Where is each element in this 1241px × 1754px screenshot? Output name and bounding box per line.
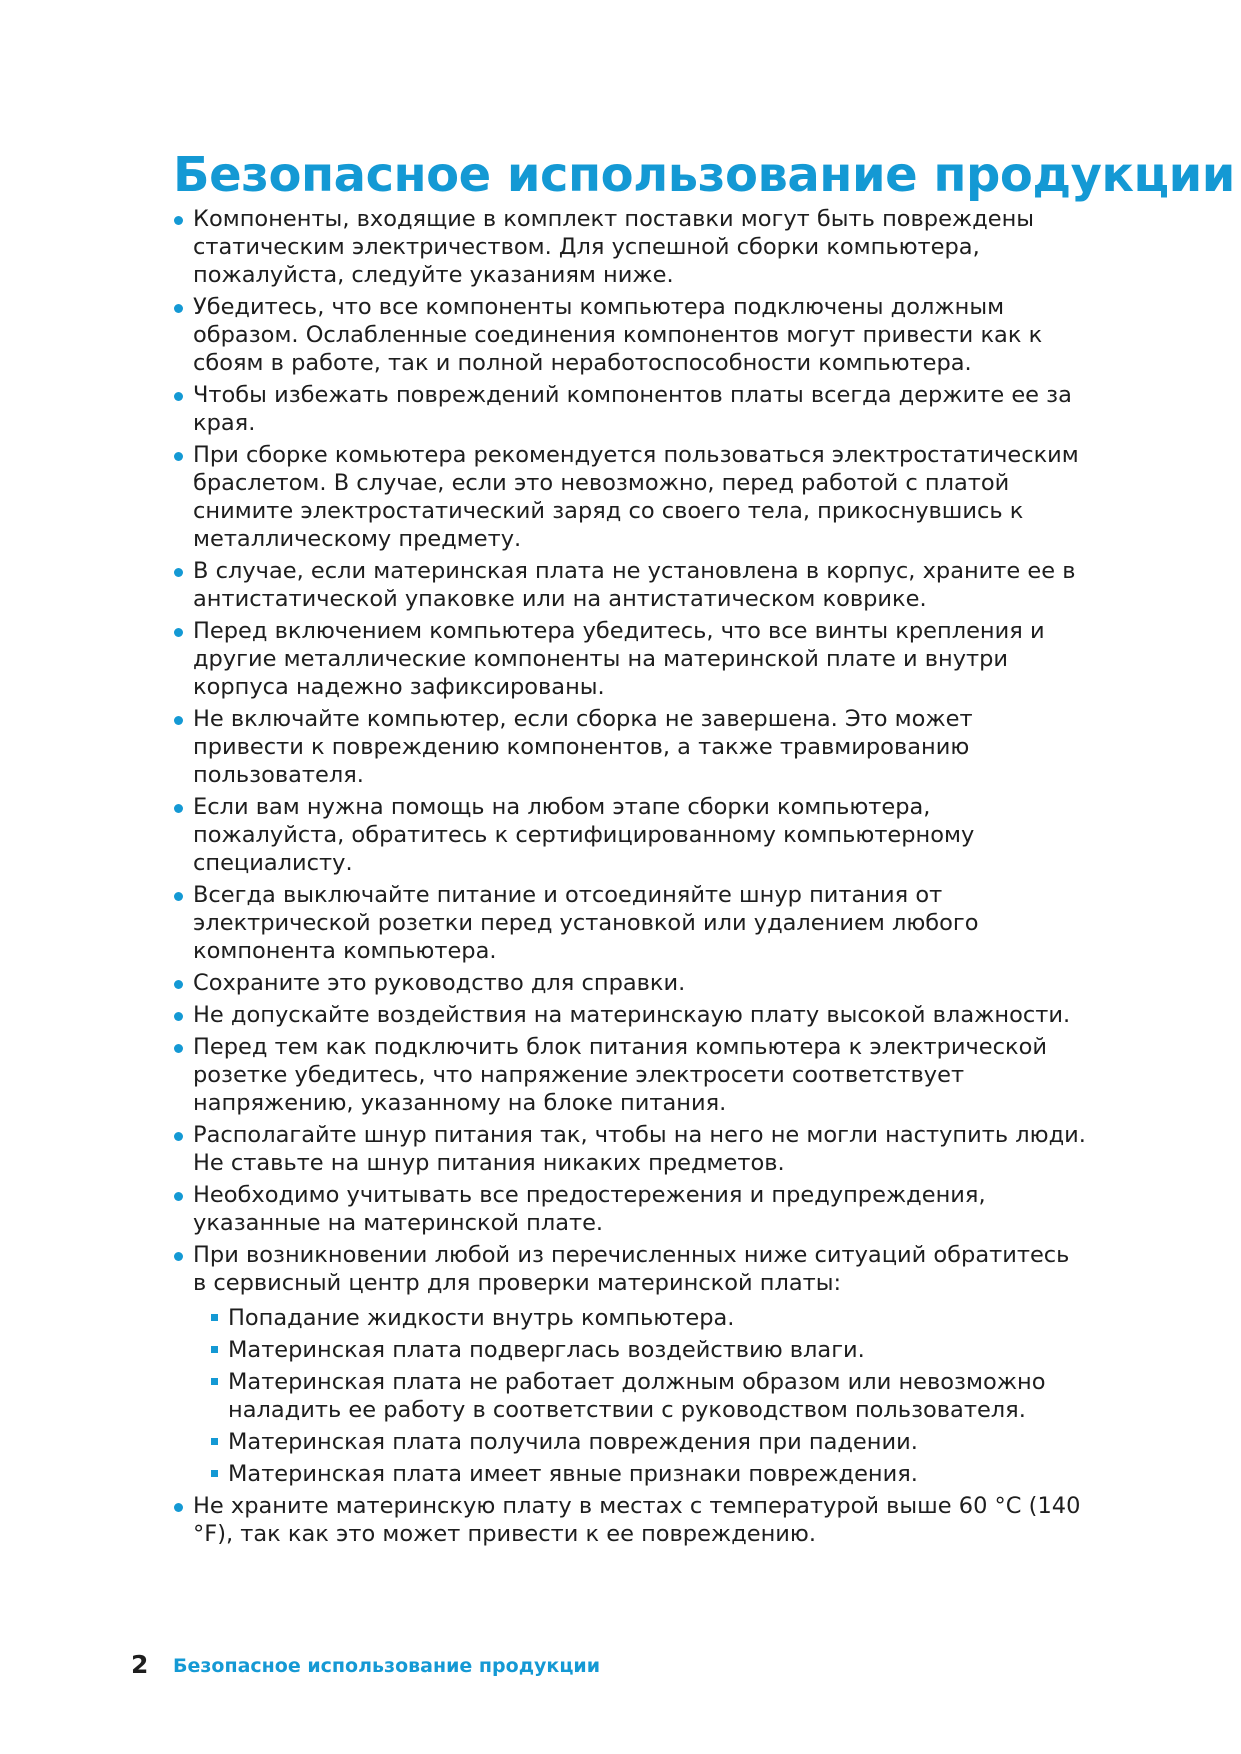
list-item xyxy=(173,1121,1088,1177)
list-item xyxy=(173,1033,1088,1117)
list-item-text: Всегда выключайте питание и отсоединяйте шнур питания от электрической розетки перед установкой или удалением любого компонента компьютера. xyxy=(193,882,979,964)
list-item-text: При сборке комьютера рекомендуется пользоваться электростатическим браслетом. В случае, если это невозможно, перед работой с платой снимите электростатический заряд со своего тела, прикоснувшись к металлическому предмету. xyxy=(193,442,1079,552)
sub-list-item xyxy=(193,1304,1088,1332)
list-item xyxy=(173,1001,1088,1029)
bullet-icon xyxy=(174,304,183,313)
bullet-icon xyxy=(174,1132,183,1141)
bullet-icon xyxy=(174,980,183,989)
list-item xyxy=(173,1492,1088,1548)
sub-list-item xyxy=(193,1428,1088,1456)
square-bullet-icon xyxy=(211,1470,218,1477)
safety-list xyxy=(173,205,1088,1552)
sub-list-item xyxy=(193,1336,1088,1364)
sub-list-item xyxy=(193,1368,1088,1424)
list-item xyxy=(173,969,1088,997)
bullet-icon xyxy=(174,1192,183,1201)
list-item xyxy=(173,705,1088,789)
bullet-icon xyxy=(174,1503,183,1512)
list-item xyxy=(173,881,1088,965)
list-item xyxy=(173,381,1088,437)
service-situations-list xyxy=(193,1304,1088,1488)
sub-list-item xyxy=(193,1460,1088,1488)
sub-list-item-text: Материнская плата подверглась воздействию влаги. xyxy=(228,1337,865,1363)
bullet-icon xyxy=(174,1044,183,1053)
list-item-text: Сохраните это руководство для справки. xyxy=(193,970,686,996)
list-item-text: Компоненты, входящие в комплект поставки могут быть повреждены статическим электричеством. Для успешной сборки компьютера, пожалуйста, следуйте указаниям ниже. xyxy=(193,206,1035,288)
list-item xyxy=(173,1241,1088,1488)
page-title: Безопасное использование продукции xyxy=(173,147,1235,203)
list-item-text: Не храните материнскую плату в местах с температурой выше 60 °C (140 °F), так как это может привести к ее повреждению. xyxy=(193,1493,1081,1547)
bullet-icon xyxy=(174,1252,183,1261)
list-item xyxy=(173,793,1088,877)
bullet-icon xyxy=(174,716,183,725)
bullet-icon xyxy=(174,216,183,225)
bullet-icon xyxy=(174,892,183,901)
bullet-icon xyxy=(174,452,183,461)
list-item xyxy=(173,205,1088,289)
bullet-icon xyxy=(174,1012,183,1021)
list-item-text: Убедитесь, что все компоненты компьютера подключены должным образом. Ослабленные соединения компонентов могут привести как к сбоям в работе, так и полной неработоспособности компьютера. xyxy=(193,294,1043,376)
sub-list-item-text: Материнская плата не работает должным образом или невозможно наладить ее работу в соответствии с руководством пользователя. xyxy=(228,1369,1046,1423)
page-number: 2 xyxy=(131,1650,149,1679)
sub-list-item-text: Попадание жидкости внутрь компьютера. xyxy=(228,1305,735,1331)
list-item xyxy=(173,1181,1088,1237)
bullet-icon xyxy=(174,804,183,813)
square-bullet-icon xyxy=(211,1378,218,1385)
bullet-icon xyxy=(174,628,183,637)
list-item-text: Если вам нужна помощь на любом этапе сборки компьютера, пожалуйста, обратитесь к сертифицированному компьютерному специалисту. xyxy=(193,794,975,876)
list-item-text: Необходимо учитывать все предостережения и предупреждения, указанные на материнской плате. xyxy=(193,1182,986,1236)
list-item-text: Перед включением компьютера убедитесь, что все винты крепления и другие металлические компоненты на материнской плате и внутри корпуса надежно зафиксированы. xyxy=(193,618,1045,700)
list-item xyxy=(173,617,1088,701)
square-bullet-icon xyxy=(211,1314,218,1321)
list-item-text: В случае, если материнская плата не установлена в корпус, храните ее в антистатической упаковке или на антистатическом коврике. xyxy=(193,558,1076,612)
list-item xyxy=(173,441,1088,553)
list-item xyxy=(173,293,1088,377)
footer-section-title: Безопасное использование продукции xyxy=(173,1655,601,1677)
list-item-text: Перед тем как подключить блок питания компьютера к электрической розетке убедитесь, что напряжение электросети соответствует напряжению, указанному на блоке питания. xyxy=(193,1034,1048,1116)
list-item-text: Чтобы избежать повреждений компонентов платы всегда держите ее за края. xyxy=(193,382,1072,436)
square-bullet-icon xyxy=(211,1438,218,1445)
square-bullet-icon xyxy=(211,1346,218,1353)
list-item-text: Не включайте компьютер, если сборка не завершена. Это может привести к повреждению компонентов, а также травмированию пользователя. xyxy=(193,706,973,788)
list-item-text: При возникновении любой из перечисленных ниже ситуаций обратитесь в сервисный центр для проверки материнской платы: xyxy=(193,1242,1070,1296)
list-item-text: Располагайте шнур питания так, чтобы на него не могли наступить люди. Не ставьте на шнур питания никаких предметов. xyxy=(193,1122,1086,1176)
list-item-text: Не допускайте воздействия на материнскаую плату высокой влажности. xyxy=(193,1002,1071,1028)
list-item xyxy=(173,557,1088,613)
sub-list-item-text: Материнская плата имеет явные признаки повреждения. xyxy=(228,1461,918,1487)
bullet-icon xyxy=(174,392,183,401)
bullet-icon xyxy=(174,568,183,577)
sub-list-item-text: Материнская плата получила повреждения при падении. xyxy=(228,1429,918,1455)
